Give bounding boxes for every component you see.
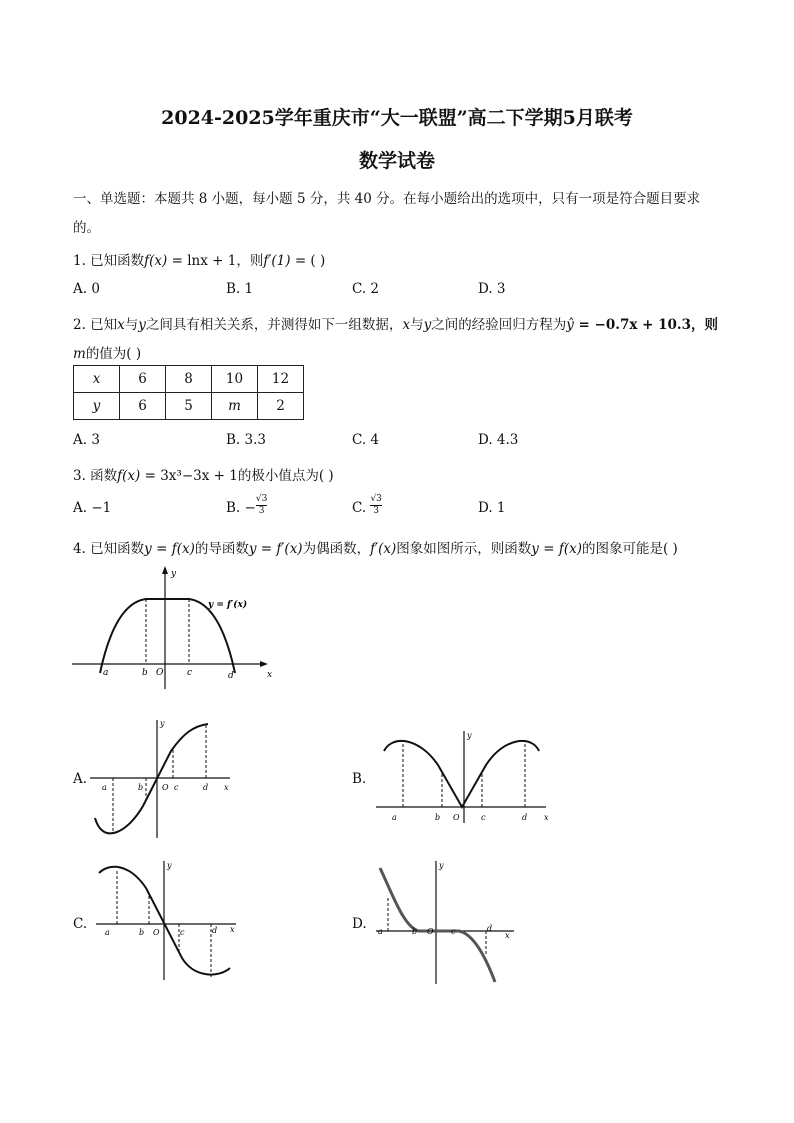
label-c: c — [180, 928, 185, 937]
label-o: O — [156, 668, 164, 678]
label-a: a — [105, 928, 110, 937]
q4-option-c-graph — [94, 858, 244, 983]
q2-var-x: x — [117, 317, 125, 333]
q4-option-b-graph — [374, 727, 559, 825]
q4-pre: 4. 已知函数 — [73, 541, 145, 557]
q4-f1: y = f(x) — [144, 541, 195, 557]
label-o: O — [162, 783, 169, 792]
label-o: O — [453, 813, 460, 822]
label-b: b — [138, 783, 144, 792]
label-b: b — [139, 928, 145, 937]
q4-option-d-graph — [374, 858, 524, 986]
q4-f3: f′(x) — [370, 541, 397, 557]
label-x: x — [224, 783, 229, 792]
label-y: y — [171, 569, 177, 579]
q1-option-a: A. 0 — [73, 281, 100, 297]
question-2-stem-line1 — [73, 313, 718, 333]
q4-derivative-graph — [70, 563, 280, 693]
q4-post: 的图象可能是( ) — [581, 541, 678, 557]
q1-pre: 1. 已知函数 — [73, 253, 145, 269]
q2-text-e: 之间的经验回归方程为 — [431, 317, 567, 333]
q3-optc-prefix: C. — [352, 500, 371, 516]
table-cell: x — [74, 366, 120, 393]
q2-text-f: = −0.7x + 10.3，则 — [573, 317, 718, 333]
table-cell: 10 — [212, 366, 258, 393]
q4-option-b-label: B. — [352, 771, 367, 787]
q1-fp: f′(1) — [263, 253, 291, 269]
q3-optb-prefix: B. − — [226, 500, 256, 516]
q3-eq: = 3x³−3x + 1 — [140, 468, 238, 484]
q1-fx: f(x) — [144, 253, 168, 269]
option-a-curve — [95, 724, 208, 833]
q3-option-a: A. −1 — [73, 500, 112, 516]
label-a: a — [392, 813, 397, 822]
q3-optc-den: 3 — [373, 506, 380, 516]
question-2-stem-line2 — [73, 342, 141, 362]
table-cell: 6 — [120, 366, 166, 393]
q3-fx: f(x) — [117, 468, 141, 484]
q2-option-d: D. 4.3 — [478, 432, 519, 448]
q2-option-c: C. 4 — [352, 432, 380, 448]
table-cell: m — [212, 393, 258, 420]
table-row — [74, 393, 304, 420]
table-cell: y — [74, 393, 120, 420]
q2-yhat: ŷ — [566, 317, 574, 333]
question-3-stem — [73, 464, 334, 484]
q2-text-d: 与 — [410, 317, 424, 333]
label-d: d — [522, 813, 528, 822]
q2-data-table — [73, 365, 304, 420]
q4-mid2: 为偶函数， — [302, 541, 371, 557]
q2-text-a: 2. 已知 — [73, 317, 118, 333]
q4-option-a-label: A. — [73, 771, 88, 787]
q3-optb-den: 3 — [258, 506, 265, 516]
option-d-curve — [380, 868, 495, 982]
q4-option-d-label: D. — [352, 916, 367, 932]
label-c: c — [187, 668, 193, 678]
label-b: b — [412, 927, 418, 936]
table-cell: 8 — [166, 366, 212, 393]
q3-option-d: D. 1 — [478, 500, 506, 516]
exam-title: 2024-2025学年重庆市“大一联盟”高二下学期5月联考 — [161, 107, 633, 129]
label-c: c — [451, 927, 456, 936]
q4-option-c-label: C. — [73, 916, 88, 932]
table-cell: 6 — [120, 393, 166, 420]
label-y: y — [160, 719, 165, 728]
label-o: O — [427, 927, 434, 936]
q1-eq: = lnx + 1，则 — [167, 253, 264, 269]
graph-function-label: y = f′(x) — [208, 600, 248, 610]
section-instructions-line1: 一、单选题：本题共 8 小题，每小题 5 分，共 40 分。在每小题给出的选项中，只有一项是符合题目要求 — [73, 191, 701, 207]
label-a: a — [102, 783, 107, 792]
q2-var-m: m — [73, 346, 86, 362]
q3-optc-fraction — [370, 494, 381, 517]
label-a: a — [103, 668, 109, 678]
label-b: b — [142, 668, 148, 678]
q2-var-y2: y — [423, 317, 432, 333]
label-d: d — [228, 671, 234, 681]
label-d: d — [487, 924, 493, 933]
q4-mid3: 图象如图所示，则函数 — [396, 541, 532, 557]
section-instructions-line2: 的。 — [73, 220, 100, 236]
label-x: x — [505, 931, 510, 940]
q4-option-a-graph — [88, 716, 238, 841]
label-c: c — [481, 813, 486, 822]
q4-mid1: 的导函数 — [194, 541, 249, 557]
table-cell: 12 — [258, 366, 304, 393]
y-axis-arrow-icon — [162, 566, 168, 574]
q2-option-b: B. 3.3 — [226, 432, 266, 448]
q3-post: 的极小值点为( ) — [237, 468, 334, 484]
derivative-curve — [100, 599, 235, 673]
q1-option-b: B. 1 — [226, 281, 254, 297]
q3-pre: 3. 函数 — [73, 468, 118, 484]
label-d: d — [203, 783, 209, 792]
label-x: x — [230, 925, 235, 934]
q2-var-y: y — [138, 317, 146, 333]
x-axis-arrow-icon — [260, 661, 268, 667]
q4-f4: y = f(x) — [531, 541, 582, 557]
q1-option-d: D. 3 — [478, 281, 506, 297]
q2-var-x2: x — [402, 317, 411, 333]
label-y: y — [467, 731, 472, 740]
table-cell: 2 — [258, 393, 304, 420]
label-a: a — [378, 927, 383, 936]
q3-option-b — [226, 494, 267, 517]
q1-option-c: C. 2 — [352, 281, 380, 297]
label-y: y — [167, 861, 172, 870]
label-b: b — [435, 813, 441, 822]
label-c: c — [174, 783, 179, 792]
label-d: d — [212, 926, 218, 935]
q3-optc-num: √3 — [370, 494, 382, 504]
question-1-stem — [73, 249, 325, 269]
label-y: y — [439, 861, 444, 870]
exam-subtitle: 数学试卷 — [358, 150, 435, 172]
q2-text-c: 之间具有相关关系，并测得如下一组数据， — [145, 317, 403, 333]
option-b-curve — [384, 741, 539, 807]
table-row — [74, 366, 304, 393]
q4-f2: y = f′(x) — [248, 541, 303, 557]
q2-text-b: 与 — [124, 317, 139, 333]
q2-text-g: 的值为( ) — [85, 346, 142, 362]
q3-optb-num: √3 — [255, 494, 268, 504]
q3-option-c — [352, 494, 382, 517]
q2-option-a: A. 3 — [73, 432, 100, 448]
q1-post: = ( ) — [290, 253, 326, 269]
q3-optb-fraction — [256, 494, 267, 517]
label-o: O — [153, 928, 160, 937]
label-x: x — [544, 813, 549, 822]
question-4-stem — [73, 537, 678, 557]
table-cell: 5 — [166, 393, 212, 420]
label-x: x — [267, 670, 273, 680]
